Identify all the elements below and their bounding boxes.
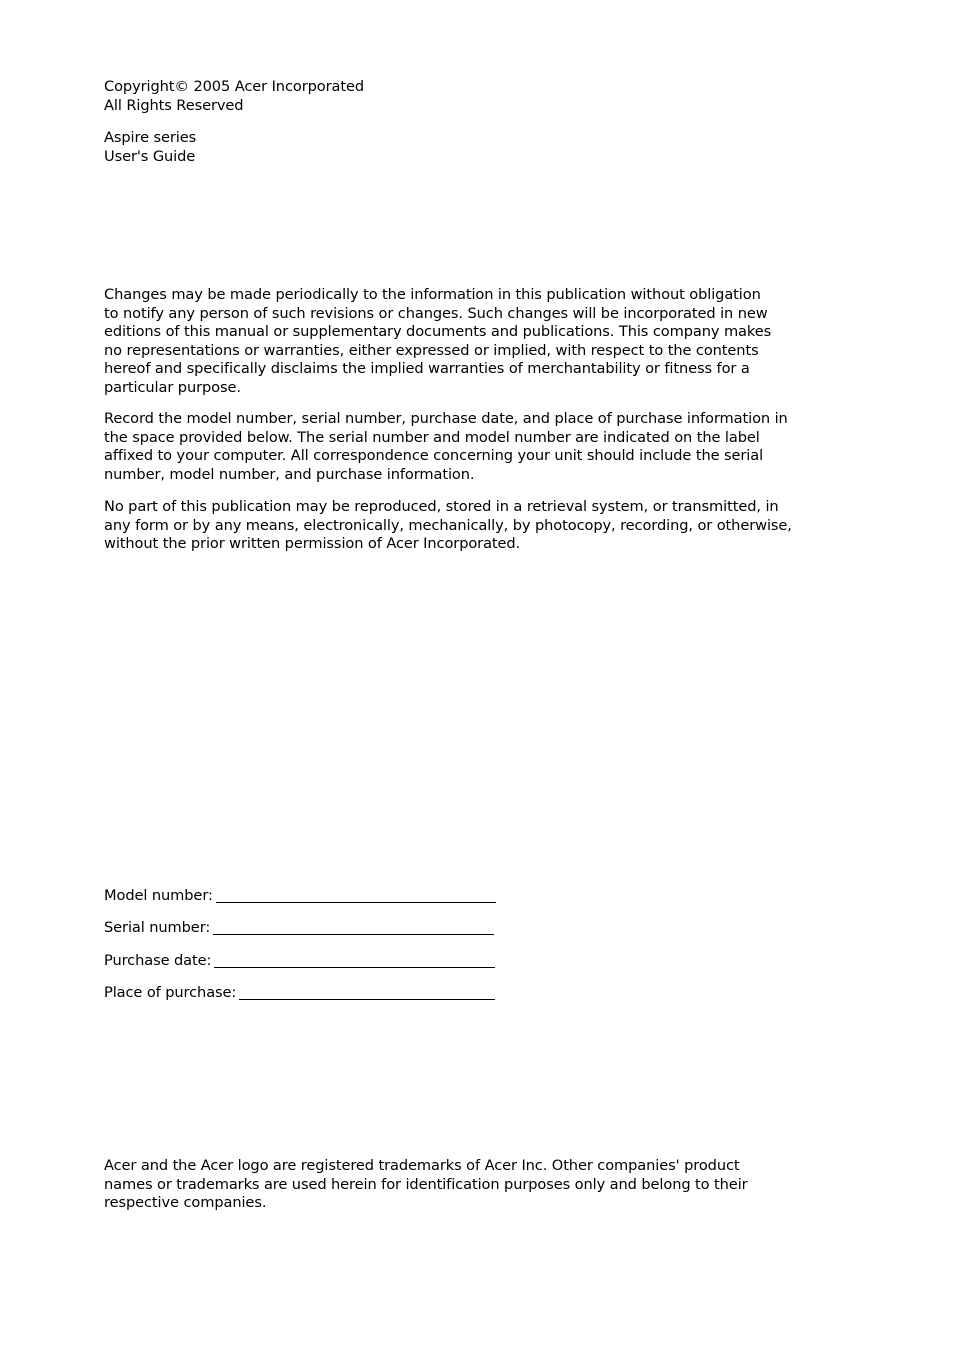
model-number-label: Model number: xyxy=(104,887,213,904)
paragraph-line: Changes may be made periodically to the information in this publication without obligation xyxy=(104,286,761,303)
paragraph-line: Acer and the Acer logo are registered trademarks of Acer Inc. Other companies' product xyxy=(104,1157,740,1174)
serial-number-label: Serial number: xyxy=(104,919,211,936)
purchase-date-label: Purchase date: xyxy=(104,952,212,969)
paragraph-line: names or trademarks are used herein for identification purposes only and belong to their xyxy=(104,1175,748,1193)
record-paragraph xyxy=(104,410,814,484)
place-of-purchase-label: Place of purchase: xyxy=(104,984,237,1001)
paragraph-line: the space provided below. The serial number and model number are indicated on the label xyxy=(104,428,760,446)
rights-line: All Rights Reserved xyxy=(104,96,244,114)
paragraph-line: to notify any person of such revisions or changes. Such changes will be incorporated in new xyxy=(104,304,768,322)
model-number-field xyxy=(104,887,496,906)
paragraph-line: any form or by any means, electronically, mechanically, by photocopy, recording, or otherwise, xyxy=(104,516,792,534)
paragraph-line: No part of this publication may be reproduced, stored in a retrieval system, or transmitted, in xyxy=(104,498,779,515)
paragraph-line: Record the model number, serial number, purchase date, and place of purchase information in xyxy=(104,410,788,427)
product-title-block xyxy=(104,129,814,166)
trademark-notice xyxy=(104,1157,814,1213)
reproduction-paragraph xyxy=(104,498,814,554)
place-of-purchase-blank xyxy=(239,999,495,1000)
paragraph-line: hereof and specifically disclaims the implied warranties of merchantability or fitness for a xyxy=(104,360,750,377)
serial-number-field xyxy=(104,919,494,938)
purchase-date-field xyxy=(104,952,495,971)
model-number-blank xyxy=(216,902,496,903)
paragraph-line: affixed to your computer. All correspondence concerning your unit should include the serial xyxy=(104,447,764,464)
paragraph-line: no representations or warranties, either expressed or implied, with respect to the contents xyxy=(104,341,759,359)
guide-line: User's Guide xyxy=(104,147,196,165)
paragraph-line: editions of this manual or supplementary documents and publications. This company makes xyxy=(104,323,772,340)
paragraph-line: respective companies. xyxy=(104,1194,267,1211)
place-of-purchase-field xyxy=(104,984,495,1003)
serial-number-blank xyxy=(213,934,494,935)
purchase-date-blank xyxy=(214,967,495,968)
copyright-block xyxy=(104,78,814,115)
paragraph-line: particular purpose. xyxy=(104,378,241,396)
paragraph-line: number, model number, and purchase information. xyxy=(104,465,475,483)
paragraph-line: without the prior written permission of Acer Incorporated. xyxy=(104,535,521,552)
copyright-line: Copyright© 2005 Acer Incorporated xyxy=(104,78,364,95)
series-line: Aspire series xyxy=(104,129,197,146)
changes-paragraph xyxy=(104,286,814,397)
